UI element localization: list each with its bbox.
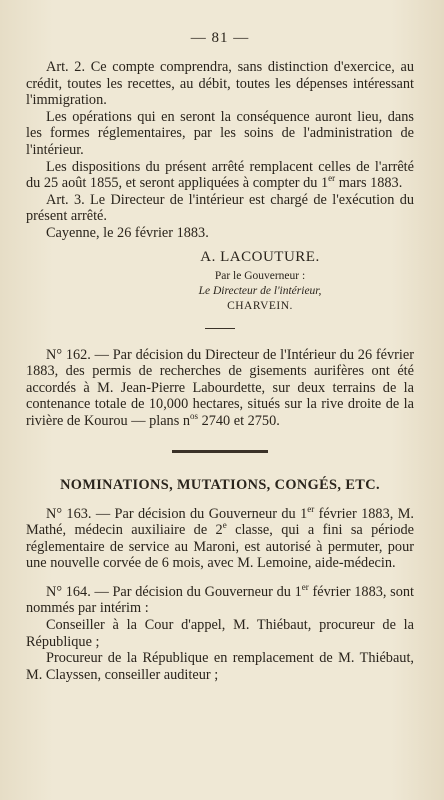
art2-dispositions-paragraph bbox=[26, 159, 414, 192]
art2-paragraph: Art. 2. Ce compte comprendra, sans distinction d'exercice, au crédit, toutes les recettes, au débit, toutes les dépenses intéressant l'immigration. bbox=[26, 59, 414, 109]
short-divider bbox=[205, 328, 235, 329]
superscript-er-164: er bbox=[301, 582, 309, 593]
decision-164-text-b: février 1883, sont nommés par intérim : bbox=[26, 583, 414, 617]
decision-163-paragraph bbox=[26, 503, 415, 572]
section-heading: NOMINATIONS, MUTATIONS, CONGÉS, ETC. bbox=[60, 476, 380, 493]
decision-162-text: N° 162. — Par décision du Directeur de l'Intérieur du 26 février 1883, des permis de recherches de gisements aurifères ont été accordés à M. Jean-Pierre Labourdette, sur deux terrains de la contenance totale de 10,000 hectares, situés sur la rive droite de la rivière de Kourou — plans n bbox=[26, 346, 414, 429]
decision-163-text-b: février 1883, M. Mathé, médecin auxiliaire de 2 bbox=[26, 505, 414, 539]
decision-164-line-1: Conseiller à la Cour d'appel, M. Thiébaut, procureur de la République ; bbox=[26, 617, 414, 650]
decision-164-line-2: Procureur de la République en remplacement de M. Thiébaut, M. Clayssen, conseiller auditeur ; bbox=[26, 650, 414, 683]
superscript-e-163: e bbox=[222, 520, 227, 531]
date-line: Cayenne, le 26 février 1883. bbox=[46, 224, 209, 241]
decision-162-end: 2740 et 2750. bbox=[198, 412, 280, 429]
signature-by-line: Par le Gouverneur : bbox=[214, 269, 306, 282]
art2-operations-paragraph: Les opérations qui en seront la conséquence auront lieu, dans les formes réglementaires, par les soins de l'administration de l'intérieur. bbox=[26, 108, 414, 158]
art2-dispositions-end: mars 1883. bbox=[335, 175, 403, 192]
signature-name: A. LACOUTURE. bbox=[200, 248, 320, 265]
decision-162-paragraph bbox=[26, 347, 414, 430]
decision-163-text-c: classe, qui a fini sa période réglementaire de service au Maroni, est autorisé à permuter, pour une nouvelle corvée de 6 mois, avec M. Lemoine, aide-médecin. bbox=[26, 522, 415, 572]
thick-divider bbox=[172, 450, 268, 453]
decision-164-paragraph bbox=[26, 584, 414, 617]
superscript-er-163: er bbox=[307, 503, 315, 514]
superscript-os: os bbox=[189, 411, 198, 422]
art2-dispositions-text: Les dispositions du présent arrêté remplacent celles de l'arrêté du 25 août 1855, et seront appliquées à compter du 1 bbox=[26, 158, 414, 192]
art3-paragraph: Art. 3. Le Directeur de l'intérieur est chargé de l'exécution du présent arrêté. bbox=[26, 191, 414, 225]
decision-164-text-a: N° 164. — Par décision du Gouverneur du 1 bbox=[46, 583, 302, 600]
decision-163-text-a: N° 163. — Par décision du Gouverneur du 1 bbox=[46, 505, 308, 522]
signature-title: Le Directeur de l'intérieur, bbox=[198, 284, 322, 297]
signature-name-2: CHARVEIN. bbox=[227, 299, 293, 312]
superscript-er: er bbox=[328, 173, 336, 184]
page-number: — 81 — bbox=[190, 30, 250, 46]
